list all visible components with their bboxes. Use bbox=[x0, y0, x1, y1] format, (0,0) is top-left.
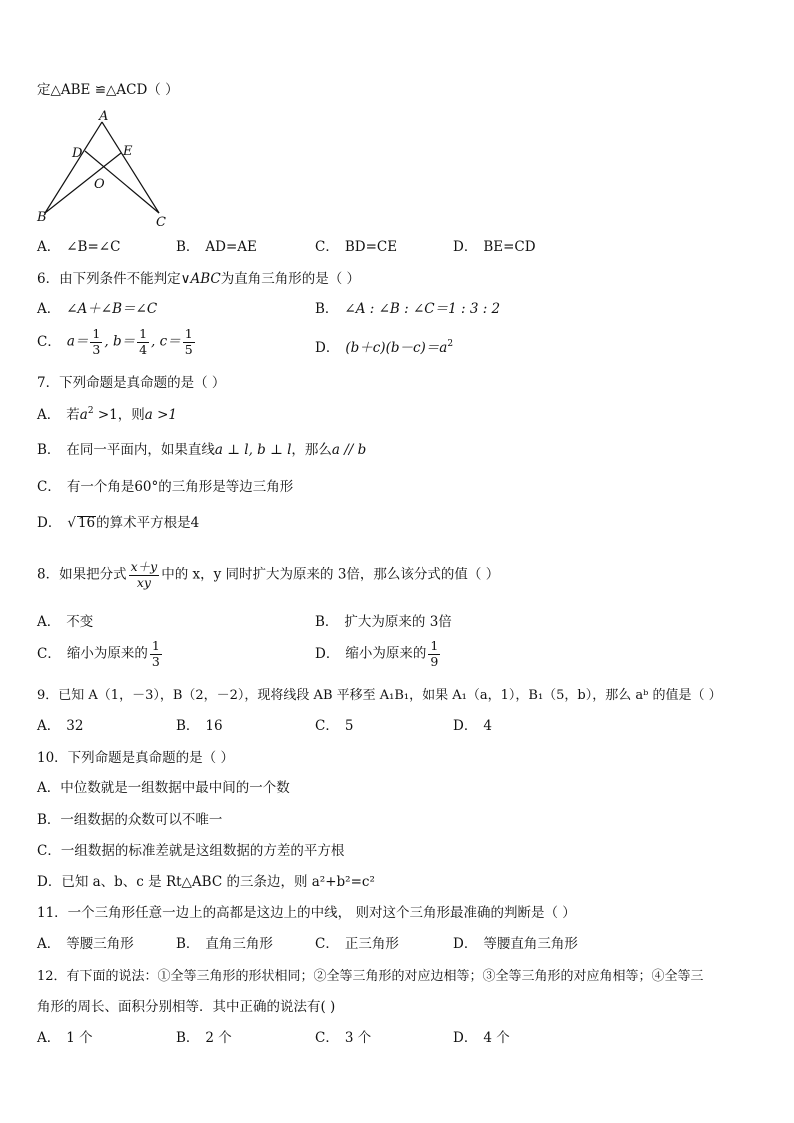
q7-option-b: B． 在同一平面内，如果直线a ⊥ l, b ⊥ l，那么a // b bbox=[37, 442, 367, 458]
q8-option-b: B． 扩大为原来的 3倍 bbox=[315, 614, 452, 630]
fraction: $\frac{1}{3}$ bbox=[151, 638, 160, 669]
q6-stem: 6．由下列条件不能判定∨ABC为直角三角形的是（ ） bbox=[37, 271, 361, 287]
q10-stem: 10．下列命题是真命题的是（ ） bbox=[37, 750, 234, 766]
q7-option-d: D． √ 16的算术平方根是4 bbox=[37, 515, 200, 531]
q12-stem-line2: 角形的周长、面积分别相等．其中正确的说法有( ) bbox=[37, 999, 336, 1015]
q11-option-c: C． 正三角形 bbox=[315, 936, 399, 952]
q6-option-c: C． a＝ $\frac{1}{3}$ , b＝ $\frac{1}{4}$ , c＝ $\frac{1}{5}$ bbox=[37, 326, 193, 357]
q7-option-c: C． 有一个角是60°的三角形是等边三角形 bbox=[37, 479, 294, 495]
point-label-o: O bbox=[94, 177, 105, 192]
segment-be bbox=[45, 153, 121, 213]
q7-stem: 7．下列命题是真命题的是（ ） bbox=[37, 375, 226, 391]
q9-option-c: C． 5 bbox=[315, 718, 354, 734]
q6-option-d: D． $(b+c)(b-c)=a^2$ bbox=[315, 339, 454, 356]
q12-option-c: C． 3 个 bbox=[315, 1030, 372, 1046]
q11-option-b: B． 直角三角形 bbox=[176, 936, 273, 952]
q11-stem: 11．一个三角形任意一边上的高都是这边上的中线， 则对这个三角形最准确的判断是（ ） bbox=[37, 905, 576, 921]
q9-option-a: A． 32 bbox=[37, 718, 84, 734]
q12-stem-line1: 12．有下面的说法：①全等三角形的形状相同；②全等三角形的对应边相等；③全等三角形的对应角相等；④全等三 bbox=[37, 969, 704, 984]
q11-option-d: D． 等腰直角三角形 bbox=[453, 936, 578, 952]
q8-option-a: A． 不变 bbox=[37, 614, 94, 630]
vertex-label-b: B bbox=[37, 210, 47, 225]
fraction: $\frac{1}{3}$ bbox=[92, 326, 101, 357]
fraction: $\frac{1}{4}$ bbox=[139, 326, 148, 357]
q7-option-a: A． 若$a^2 >1$，则a >1 bbox=[37, 406, 177, 423]
q10-option-d: D．已知 a、b、c 是 Rt△ABC 的三条边，则 a²+b²=c² bbox=[37, 874, 375, 890]
fraction: $\frac{1}{5}$ bbox=[184, 326, 193, 357]
q10-option-b: B．一组数据的众数可以不唯一 bbox=[37, 812, 223, 828]
fraction: $\frac{x+y}{xy}$ bbox=[130, 559, 158, 590]
edge-ab bbox=[45, 122, 102, 213]
q12-option-d: D． 4 个 bbox=[453, 1030, 510, 1046]
q5-option-b: B． AD=AE bbox=[176, 239, 257, 255]
q8-option-d: D． 缩小为原来的 $\frac{1}{9}$ bbox=[315, 638, 439, 669]
edge-ac bbox=[102, 122, 159, 213]
vertex-label-e: E bbox=[123, 144, 133, 159]
q5-stem-tail: 定△ABE ≌△ACD（ ） bbox=[37, 82, 179, 98]
q5-option-a: A． ∠B=∠C bbox=[37, 239, 121, 255]
vertex-label-c: C bbox=[156, 215, 166, 228]
q5-option-c: C． BD=CE bbox=[315, 239, 398, 255]
q12-option-b: B． 2 个 bbox=[176, 1030, 232, 1046]
q6-option-b: B． ∠A : ∠B : ∠C＝1 : 3 : 2 bbox=[315, 301, 501, 317]
q10-option-c: C．一组数据的标准差就是这组数据的方差的平方根 bbox=[37, 843, 345, 859]
q9-option-b: B． 16 bbox=[176, 718, 223, 734]
q9-option-d: D． 4 bbox=[453, 718, 492, 734]
q9-stem: 9．已知 A（1，－3），B（2，－2），现将线段 AB 平移至 A₁B₁，如果 A₁（a，1），B₁（5，b），那么 aᵇ 的值是（ ） bbox=[37, 688, 722, 703]
q5-triangle-figure bbox=[35, 108, 175, 228]
q12-option-a: A． 1 个 bbox=[37, 1030, 93, 1046]
q8-option-c: C． 缩小为原来的 $\frac{1}{3}$ bbox=[37, 638, 160, 669]
vertex-label-d: D bbox=[72, 146, 83, 161]
fraction: $\frac{1}{9}$ bbox=[430, 638, 439, 669]
q8-stem: 8．如果把分式 $\frac{x+y}{xy}$ 中的 x，y 同时扩大为原来的 3倍，那么该分式的值（ ） bbox=[37, 559, 500, 590]
q11-option-a: A． 等腰三角形 bbox=[37, 936, 134, 952]
q6-option-a: A． ∠A＋∠B＝∠C bbox=[37, 301, 158, 317]
q5-option-d: D． BE=CD bbox=[453, 239, 536, 255]
vertex-label-a: A bbox=[99, 109, 109, 124]
q10-option-a: A．中位数就是一组数据中最中间的一个数 bbox=[37, 780, 290, 796]
